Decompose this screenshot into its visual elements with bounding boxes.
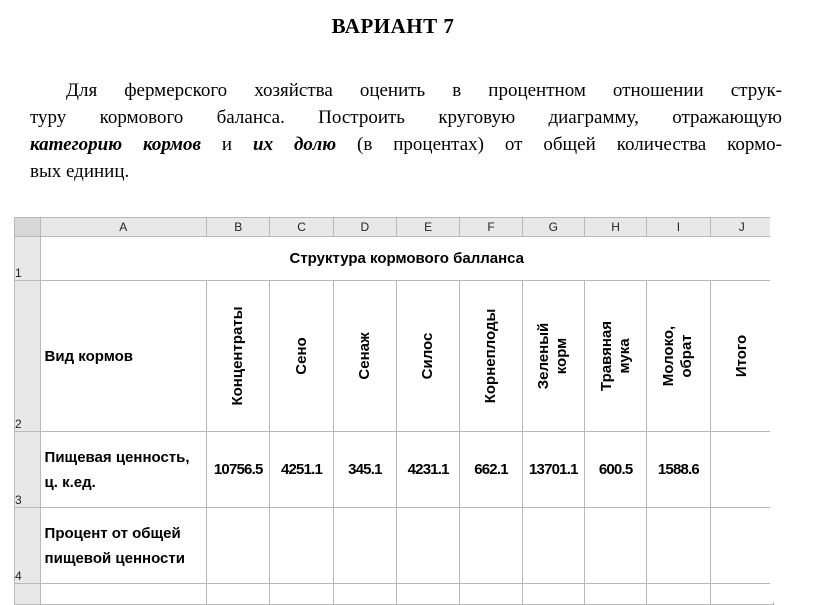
document-title: ВАРИАНТ 7: [331, 14, 455, 38]
category-label: Зеленый корм: [535, 322, 571, 390]
cell[interactable]: [710, 584, 773, 605]
emphasis-category: категорию кормов: [30, 134, 201, 155]
select-all-corner[interactable]: [15, 218, 41, 237]
column-header-j[interactable]: J: [710, 218, 773, 237]
percent-cell[interactable]: [522, 508, 584, 584]
percent-cell[interactable]: [584, 508, 646, 584]
cell[interactable]: [647, 584, 710, 605]
paragraph-line-4: вых единиц.: [30, 161, 130, 182]
paragraph-line-3-mid: и: [200, 134, 253, 155]
cell[interactable]: [207, 584, 270, 605]
category-label: Концентраты: [229, 306, 247, 406]
category-cell[interactable]: [270, 281, 333, 432]
column-header-c[interactable]: C: [270, 218, 333, 237]
row-header-4[interactable]: 4: [15, 508, 41, 584]
paragraph-line-1: Для фермерского хозяйства оценить в процентном отношении струк-: [66, 80, 782, 101]
value-cell[interactable]: 1588.6: [647, 432, 710, 508]
paragraph-line-3-rest: (в процентах) от общей количества кормо-: [336, 134, 782, 155]
value-cell[interactable]: 345.1: [333, 432, 396, 508]
value-cell[interactable]: [710, 432, 773, 508]
sheet-right-edge: [770, 217, 778, 602]
table-title-cell[interactable]: Структура кормового балланса: [40, 237, 773, 281]
category-cell[interactable]: [647, 281, 710, 432]
cell[interactable]: [397, 584, 460, 605]
column-header-h[interactable]: H: [584, 218, 646, 237]
category-cell[interactable]: [397, 281, 460, 432]
percent-cell[interactable]: [270, 508, 333, 584]
sheet-row-1: [15, 237, 774, 281]
sheet-row-5: [15, 584, 774, 605]
sheet-row-4: [15, 508, 774, 584]
row-header-5[interactable]: [15, 584, 41, 605]
row-header-3[interactable]: 3: [15, 432, 41, 508]
value-cell[interactable]: 10756.5: [207, 432, 270, 508]
emphasis-share: их долю: [253, 134, 337, 155]
spreadsheet: [14, 217, 774, 602]
category-cell[interactable]: [522, 281, 584, 432]
column-header-row: [15, 218, 774, 237]
spreadsheet-grid: [14, 217, 774, 605]
cell[interactable]: [333, 584, 396, 605]
category-cell[interactable]: [333, 281, 396, 432]
feed-type-label-cell[interactable]: Вид кормов: [40, 281, 207, 432]
percent-cell[interactable]: [207, 508, 270, 584]
row-header-1[interactable]: 1: [15, 237, 41, 281]
row-header-2[interactable]: 2: [15, 281, 41, 432]
percent-label-cell[interactable]: Процент от общей пищевой ценности: [40, 508, 207, 584]
column-header-g[interactable]: G: [522, 218, 584, 237]
category-label: Сено: [292, 337, 310, 375]
category-cell[interactable]: [584, 281, 646, 432]
category-label: Итого: [732, 334, 750, 378]
paragraph-line-2: туру кормового баланса. Построить круговую диаграмму, отражающую: [30, 107, 782, 128]
paragraph-line-3: [30, 131, 782, 158]
column-header-e[interactable]: E: [397, 218, 460, 237]
value-cell[interactable]: 4251.1: [270, 432, 333, 508]
value-cell[interactable]: 662.1: [460, 432, 522, 508]
cell[interactable]: [460, 584, 522, 605]
sheet-row-3: [15, 432, 774, 508]
percent-cell[interactable]: [710, 508, 773, 584]
category-label: Травяная мука: [597, 320, 633, 392]
nutrition-value-label-cell[interactable]: Пищевая ценность, ц. к.ед.: [40, 432, 207, 508]
value-cell[interactable]: 600.5: [584, 432, 646, 508]
column-header-b[interactable]: B: [207, 218, 270, 237]
percent-cell[interactable]: [397, 508, 460, 584]
cell[interactable]: [522, 584, 584, 605]
cell[interactable]: [40, 584, 207, 605]
category-cell[interactable]: [710, 281, 773, 432]
column-header-f[interactable]: F: [460, 218, 522, 237]
column-header-i[interactable]: I: [647, 218, 710, 237]
cell[interactable]: [584, 584, 646, 605]
column-header-a[interactable]: A: [40, 218, 207, 237]
value-cell[interactable]: 13701.1: [522, 432, 584, 508]
percent-cell[interactable]: [460, 508, 522, 584]
value-cell[interactable]: 4231.1: [397, 432, 460, 508]
category-cell[interactable]: [460, 281, 522, 432]
column-header-d[interactable]: D: [333, 218, 396, 237]
percent-cell[interactable]: [647, 508, 710, 584]
percent-cell[interactable]: [333, 508, 396, 584]
category-label: Силос: [419, 332, 437, 380]
sheet-row-2: [15, 281, 774, 432]
category-label: Корнеплоды: [482, 308, 499, 404]
category-label: Молоко, обрат: [660, 325, 696, 387]
task-paragraph: [30, 77, 782, 185]
cell[interactable]: [270, 584, 333, 605]
category-label: Сенаж: [355, 332, 373, 380]
category-cell[interactable]: [207, 281, 270, 432]
